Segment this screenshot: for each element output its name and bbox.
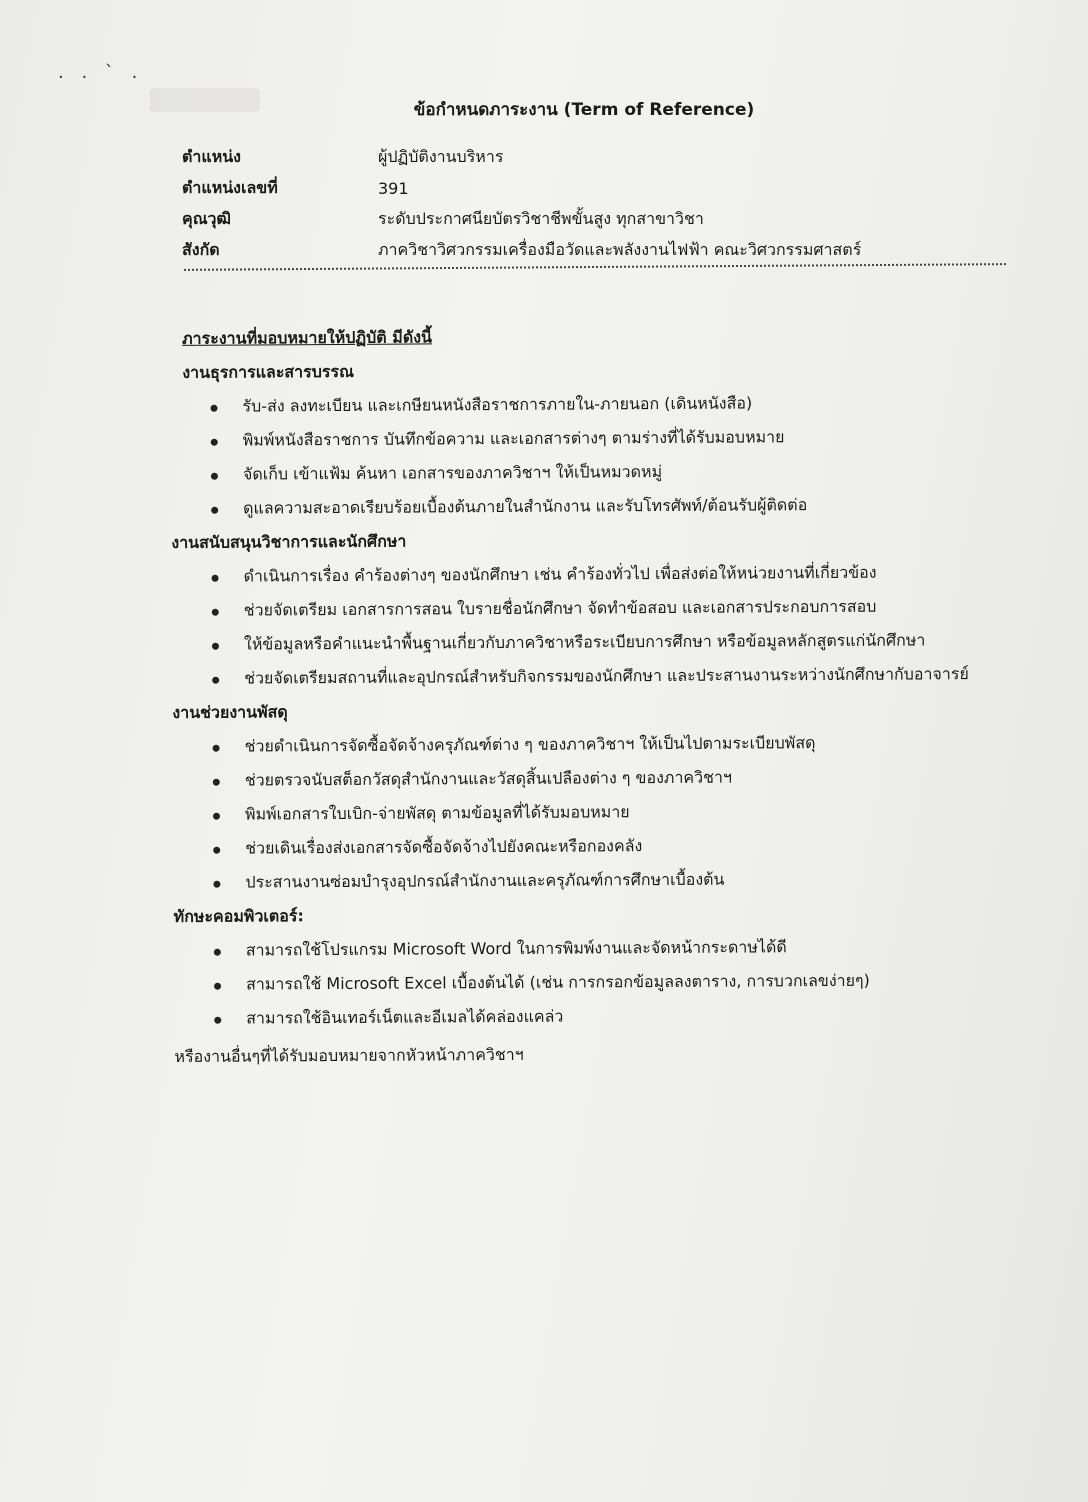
- bullet-icon: [212, 677, 219, 684]
- list-item: ช่วยตรวจนับสต็อกวัสดุสำนักงานและวัสดุสิ้นเปลืองต่าง ๆ ของภาควิชาฯ: [173, 759, 1053, 798]
- list-item: ช่วยจัดเตรียมสถานที่และอุปกรณ์สำหรับกิจกรรมของนักศึกษา และประสานงานระหว่างนักศึกษากับอาจารย์: [172, 657, 1052, 696]
- list-item: สามารถใช้โปรแกรม Microsoft Word ในการพิมพ์งานและจัดหน้ากระดาษได้ดี: [174, 929, 1054, 968]
- bullet-icon: [211, 439, 218, 446]
- list-item: พิมพ์เอกสารใบเบิก-จ่ายพัสดุ ตามข้อมูลที่ได้รับมอบหมาย: [173, 793, 1053, 832]
- info-value: ผู้ปฏิบัติงานบริหาร: [378, 147, 504, 166]
- bullet-icon: [214, 949, 221, 956]
- supplies-duties-list: [172, 725, 1053, 900]
- bullet-icon: [213, 847, 220, 854]
- bullet-icon: [213, 745, 220, 752]
- closing-line: หรืองานอื่นๆที่ได้รับมอบหมายจากหัวหน้าภาควิชาฯ: [174, 1044, 524, 1066]
- info-label: ตำแหน่งเลขที่: [182, 178, 278, 197]
- admin-duties-list: [170, 385, 1051, 526]
- duties-content: [170, 317, 1055, 1074]
- list-item: สามารถใช้ Microsoft Excel เบื้องต้นได้ (เช่น การกรอกข้อมูลลงตาราง, การบวกเลขง่ายๆ): [174, 963, 1054, 1002]
- main-heading: ภาระงานที่มอบหมายให้ปฏิบัติ มีดังนี้: [182, 327, 432, 348]
- bullet-icon: [214, 983, 221, 990]
- bullet-icon: [211, 507, 218, 514]
- bullet-icon: [213, 813, 220, 820]
- list-item: จัดเก็บ เข้าแฟ้ม ค้นหา เอกสารของภาควิชาฯ ให้เป็นหมวดหมู่: [171, 453, 1051, 492]
- academic-duties-list: [171, 555, 1052, 696]
- list-item: ช่วยจัดเตรียม เอกสารการสอน ใบรายชื่อนักศึกษา จัดทำข้อสอบ และเอกสารประกอบการสอบ: [172, 589, 1052, 628]
- list-item: ช่วยดำเนินการจัดซื้อจัดจ้างครุภัณฑ์ต่าง ๆ ของภาควิชาฯ ให้เป็นไปตามระเบียบพัสดุ: [172, 725, 1052, 764]
- info-value: ระดับประกาศนียบัตรวิชาชีพขั้นสูง ทุกสาขาวิชา: [378, 209, 704, 228]
- list-item: ประสานงานซ่อมบำรุงอุปกรณ์สำนักงานและครุภัณฑ์การศึกษาเบื้องต้น: [173, 861, 1053, 900]
- bullet-icon: [213, 779, 220, 786]
- section-heading-academic: งานสนับสนุนวิชาการและนักศึกษา: [171, 531, 407, 552]
- bullet-icon: [212, 575, 219, 582]
- info-value: 391: [378, 179, 409, 198]
- info-label: คุณวุฒิ: [182, 209, 231, 228]
- info-label: ตำแหน่ง: [182, 147, 241, 166]
- document-title: ข้อกำหนดภาระงาน (Term of Reference): [413, 100, 755, 120]
- bullet-icon: [214, 1017, 221, 1024]
- list-item: ดำเนินการเรื่อง คำร้องต่างๆ ของนักศึกษา เช่น คำร้องทั่วไป เพื่อส่งต่อให้หน่วยงานที่เกี่ยวข้อง: [171, 555, 1051, 594]
- list-item: ให้ข้อมูลหรือคำแนะนำพื้นฐานเกี่ยวกับภาควิชาหรือระเบียบการศึกษา หรือข้อมูลหลักสูตรแก่นักศึกษา: [172, 623, 1052, 662]
- bullet-icon: [211, 473, 218, 480]
- section-heading-supplies: งานช่วยงานพัสดุ: [172, 702, 288, 722]
- bullet-icon: [212, 643, 219, 650]
- computer-skills-list: [174, 929, 1055, 1036]
- corner-marks: . . ` .: [58, 62, 144, 83]
- bullet-icon: [211, 405, 218, 412]
- info-row-affiliation: [182, 235, 982, 266]
- bullet-icon: [212, 609, 219, 616]
- section-heading-computer-skills: ทักษะคอมพิวเตอร์:: [173, 906, 304, 926]
- info-label: สังกัด: [182, 240, 220, 259]
- info-value: ภาควิชาวิศวกรรมเครื่องมือวัดและพลังงานไฟฟ้า คณะวิศวกรรมศาสตร์: [378, 240, 862, 259]
- list-item: สามารถใช้อินเทอร์เน็ตและอีเมลได้คล่องแคล่ว: [174, 997, 1054, 1036]
- info-row-qualification: [182, 204, 982, 235]
- info-row-position-number: [182, 173, 982, 204]
- section-heading-admin: งานธุรการและสารบรรณ: [182, 361, 354, 382]
- info-block: [182, 142, 982, 266]
- list-item: รับ-ส่ง ลงทะเบียน และเกษียนหนังสือราชการภายใน-ภายนอก (เดินหนังสือ): [170, 385, 1050, 424]
- list-item: พิมพ์หนังสือราชการ บันทึกข้อความ และเอกสารต่างๆ ตามร่างที่ได้รับมอบหมาย: [171, 419, 1051, 458]
- list-item: ดูแลความสะอาดเรียบร้อยเบื้องต้นภายในสำนักงาน และรับโทรศัพท์/ต้อนรับผู้ติดต่อ: [171, 487, 1051, 526]
- list-item: ช่วยเดินเรื่องส่งเอกสารจัดซื้อจัดจ้างไปยังคณะหรือกองคลัง: [173, 827, 1053, 866]
- info-row-position: [182, 142, 982, 173]
- bullet-icon: [213, 881, 220, 888]
